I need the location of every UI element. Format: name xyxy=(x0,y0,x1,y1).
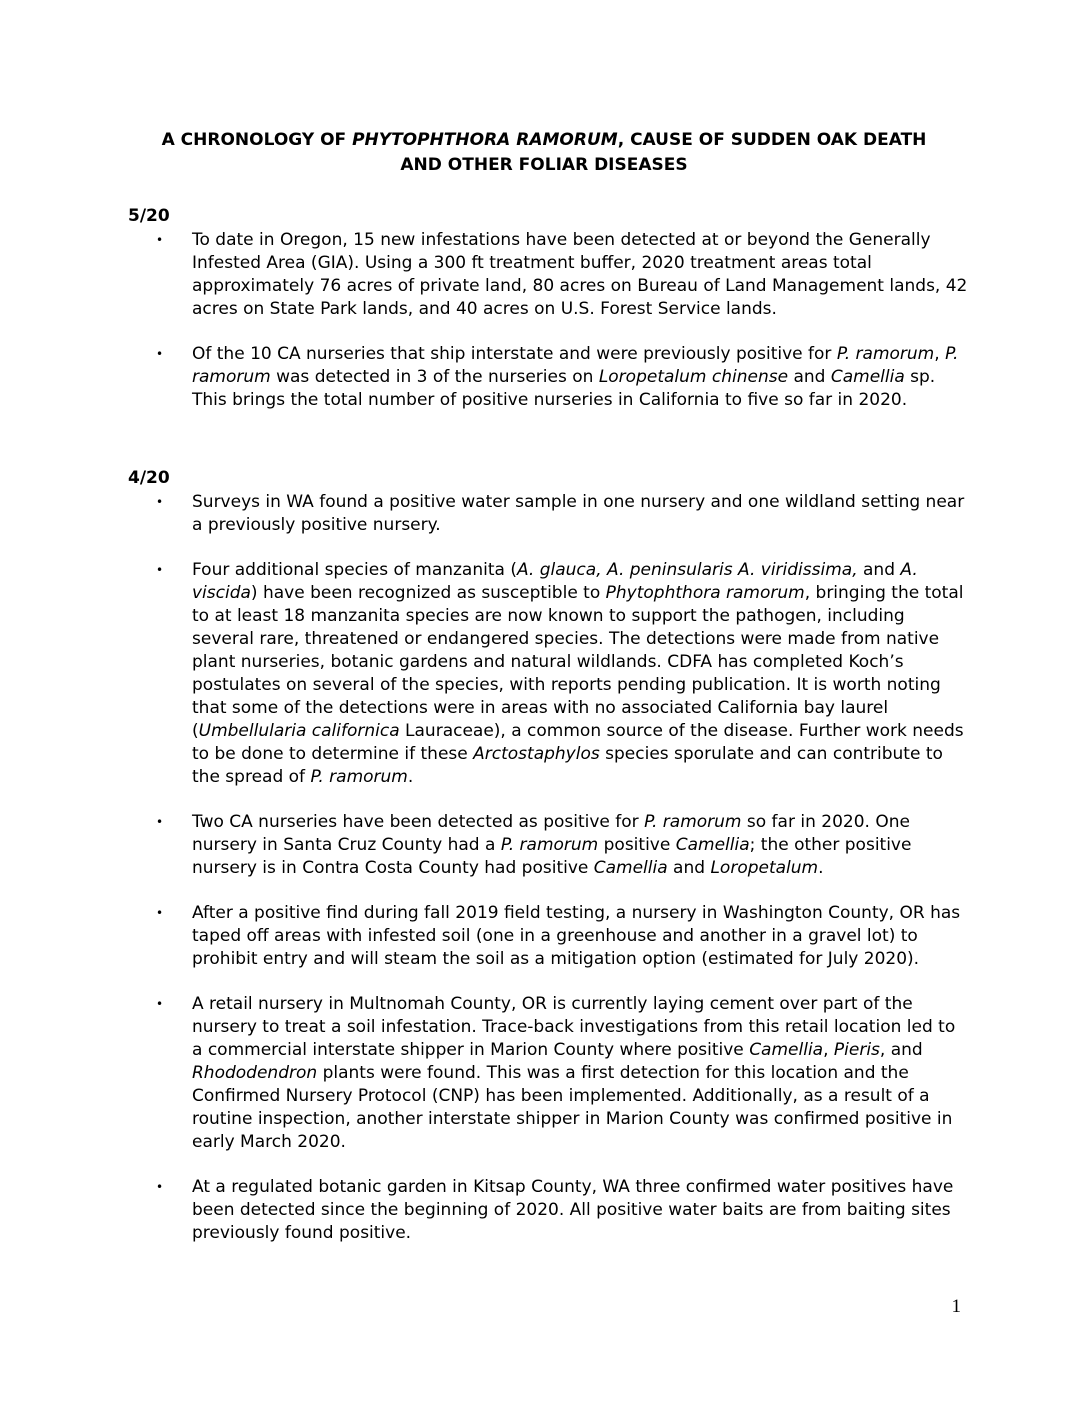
bullet-marker: • xyxy=(156,347,164,361)
text-run: . xyxy=(818,858,824,878)
text-run: A retail nursery in Multnomah County, OR is currently laying cement over part of the nursery to treat a soil infestation. Trace-back investigations from this retail location led to a commercial interstate shipper in Marion County where positive xyxy=(192,994,956,1060)
bullet-list xyxy=(128,229,968,412)
section-4-20 xyxy=(128,467,968,1267)
text-run: Surveys in WA found a positive water sample in one nursery and one wildland setting near a previously positive nursery. xyxy=(192,492,965,535)
item-text xyxy=(192,812,911,878)
item-text xyxy=(192,994,955,1152)
text-run: , xyxy=(934,344,946,364)
text-run: ; the other positive nursery is in Contra Costa County had positive xyxy=(192,835,912,878)
list-item xyxy=(128,993,968,1154)
italic-text-run: P. ramorum xyxy=(500,835,599,855)
text-run: and xyxy=(857,560,901,580)
italic-text-run: Phytophthora ramorum xyxy=(605,583,805,603)
item-text xyxy=(192,560,964,787)
text-run: ) have been recognized as susceptible to xyxy=(250,583,606,603)
text-run: To date in Oregon, 15 new infestations have been detected at or beyond the Generally Infested Area (GIA). Using a 300 ft treatment buffer, 2020 treatment areas total approximately 76 acres of private land, 80 acres on Bureau of Land Management lands, 42 acres on State Park lands, and 40 acres on U.S. Forest Service lands. xyxy=(192,230,968,319)
text-run: positive xyxy=(598,835,676,855)
section-date: 5/20 xyxy=(128,206,170,226)
text-run: At a regulated botanic garden in Kitsap County, WA three confirmed water positives have been detected since the beginning of 2020. All positive water baits are from baiting sites previously found positive. xyxy=(192,1177,954,1243)
list-item xyxy=(128,491,968,537)
italic-text-run: Camellia xyxy=(593,858,668,878)
italic-text-run: Loropetalum chinense xyxy=(598,367,789,387)
title-part-2-italic: PHYTOPHTHORA RAMORUM xyxy=(352,130,618,150)
italic-text-run: Umbellularia californica xyxy=(198,721,400,741)
bullet-marker: • xyxy=(156,815,164,829)
text-run: plants were found. This was a first detection for this location and the Confirmed Nursery Protocol (CNP) has been implemented. Additionally, as a result of a routine inspection, another interstate shipper in Marion County was confirmed positive in early March 2020. xyxy=(192,1063,953,1152)
section-date: 4/20 xyxy=(128,468,170,488)
item-text xyxy=(192,344,958,410)
italic-text-run: Arctostaphylos xyxy=(473,744,600,764)
list-item xyxy=(128,559,968,789)
italic-text-run: Camellia xyxy=(749,1040,824,1060)
italic-text-run: Pieris xyxy=(833,1040,880,1060)
text-run: was detected in 3 of the nurseries on xyxy=(270,367,599,387)
list-item xyxy=(128,811,968,880)
italic-text-run: P. ramorum xyxy=(192,344,959,387)
text-run: Of the 10 CA nurseries that ship interstate and were previously positive for xyxy=(192,344,837,364)
title-part-1: A CHRONOLOGY OF xyxy=(161,130,353,150)
text-run: Four additional species of manzanita ( xyxy=(192,560,517,580)
text-run: so far in 2020. One nursery in Santa Cruz County had a xyxy=(192,812,910,855)
italic-text-run: P. ramorum xyxy=(644,812,742,832)
italic-text-run: A. viscida xyxy=(192,560,918,603)
text-run: , xyxy=(823,1040,834,1060)
italic-text-run: Loropetalum xyxy=(710,858,819,878)
italic-text-run: P. ramorum xyxy=(310,767,408,787)
document-title xyxy=(140,128,948,178)
italic-text-run: P. ramorum xyxy=(836,344,935,364)
bullet-marker: • xyxy=(156,906,164,920)
text-run: species sporulate and can contribute to the spread of xyxy=(192,744,943,787)
list-item xyxy=(128,343,968,412)
section-5-20 xyxy=(128,205,968,434)
title-part-3: , CAUSE OF SUDDEN OAK DEATH AND OTHER FOLIAR DISEASES xyxy=(400,130,927,175)
text-run: and xyxy=(667,858,711,878)
text-run: After a positive find during fall 2019 field testing, a nursery in Washington County, OR has taped off areas with infested soil (one in a greenhouse and another in a gravel lot) to prohibit entry and will steam the soil as a mitigation option (estimated for July 2020). xyxy=(192,903,961,969)
list-item xyxy=(128,1176,968,1245)
bullet-marker: • xyxy=(156,495,164,509)
text-run: . xyxy=(407,767,414,787)
bullet-marker: • xyxy=(156,1180,164,1194)
list-item xyxy=(128,902,968,971)
text-run: and xyxy=(788,367,831,387)
text-run: Two CA nurseries have been detected as positive for xyxy=(192,812,645,832)
italic-text-run: A. glauca, A. peninsularis A. viridissima, xyxy=(516,560,858,580)
item-text xyxy=(192,1177,953,1243)
text-run: , and xyxy=(879,1040,923,1060)
item-text xyxy=(192,492,964,535)
bullet-marker: • xyxy=(156,563,164,577)
bullet-marker: • xyxy=(156,233,164,247)
italic-text-run: Camellia xyxy=(830,367,905,387)
item-text xyxy=(192,903,960,969)
text-run: sp. This brings the total number of positive nurseries in California to five so far in 2020. xyxy=(192,367,936,410)
text-run: , bringing the total to at least 18 manzanita species are now known to support the pathogen, including several rare, threatened or endangered species. The detections were made from native plant nurseries, botanic gardens and natural wildlands. CDFA has completed Koch’s postulates on several of the species, with reports pending publication. It is worth noting that some of the detections were in areas with no associated California bay laurel ( xyxy=(192,583,964,741)
bullet-marker: • xyxy=(156,997,164,1011)
item-text xyxy=(192,230,967,319)
page-number: 1 xyxy=(951,1296,961,1317)
bullet-list xyxy=(128,491,968,1245)
text-run: Lauraceae), a common source of the disease. Further work needs to be done to determine if these xyxy=(192,721,964,764)
list-item xyxy=(128,229,968,321)
italic-text-run: Rhododendron xyxy=(192,1063,318,1083)
italic-text-run: Camellia xyxy=(675,835,750,855)
